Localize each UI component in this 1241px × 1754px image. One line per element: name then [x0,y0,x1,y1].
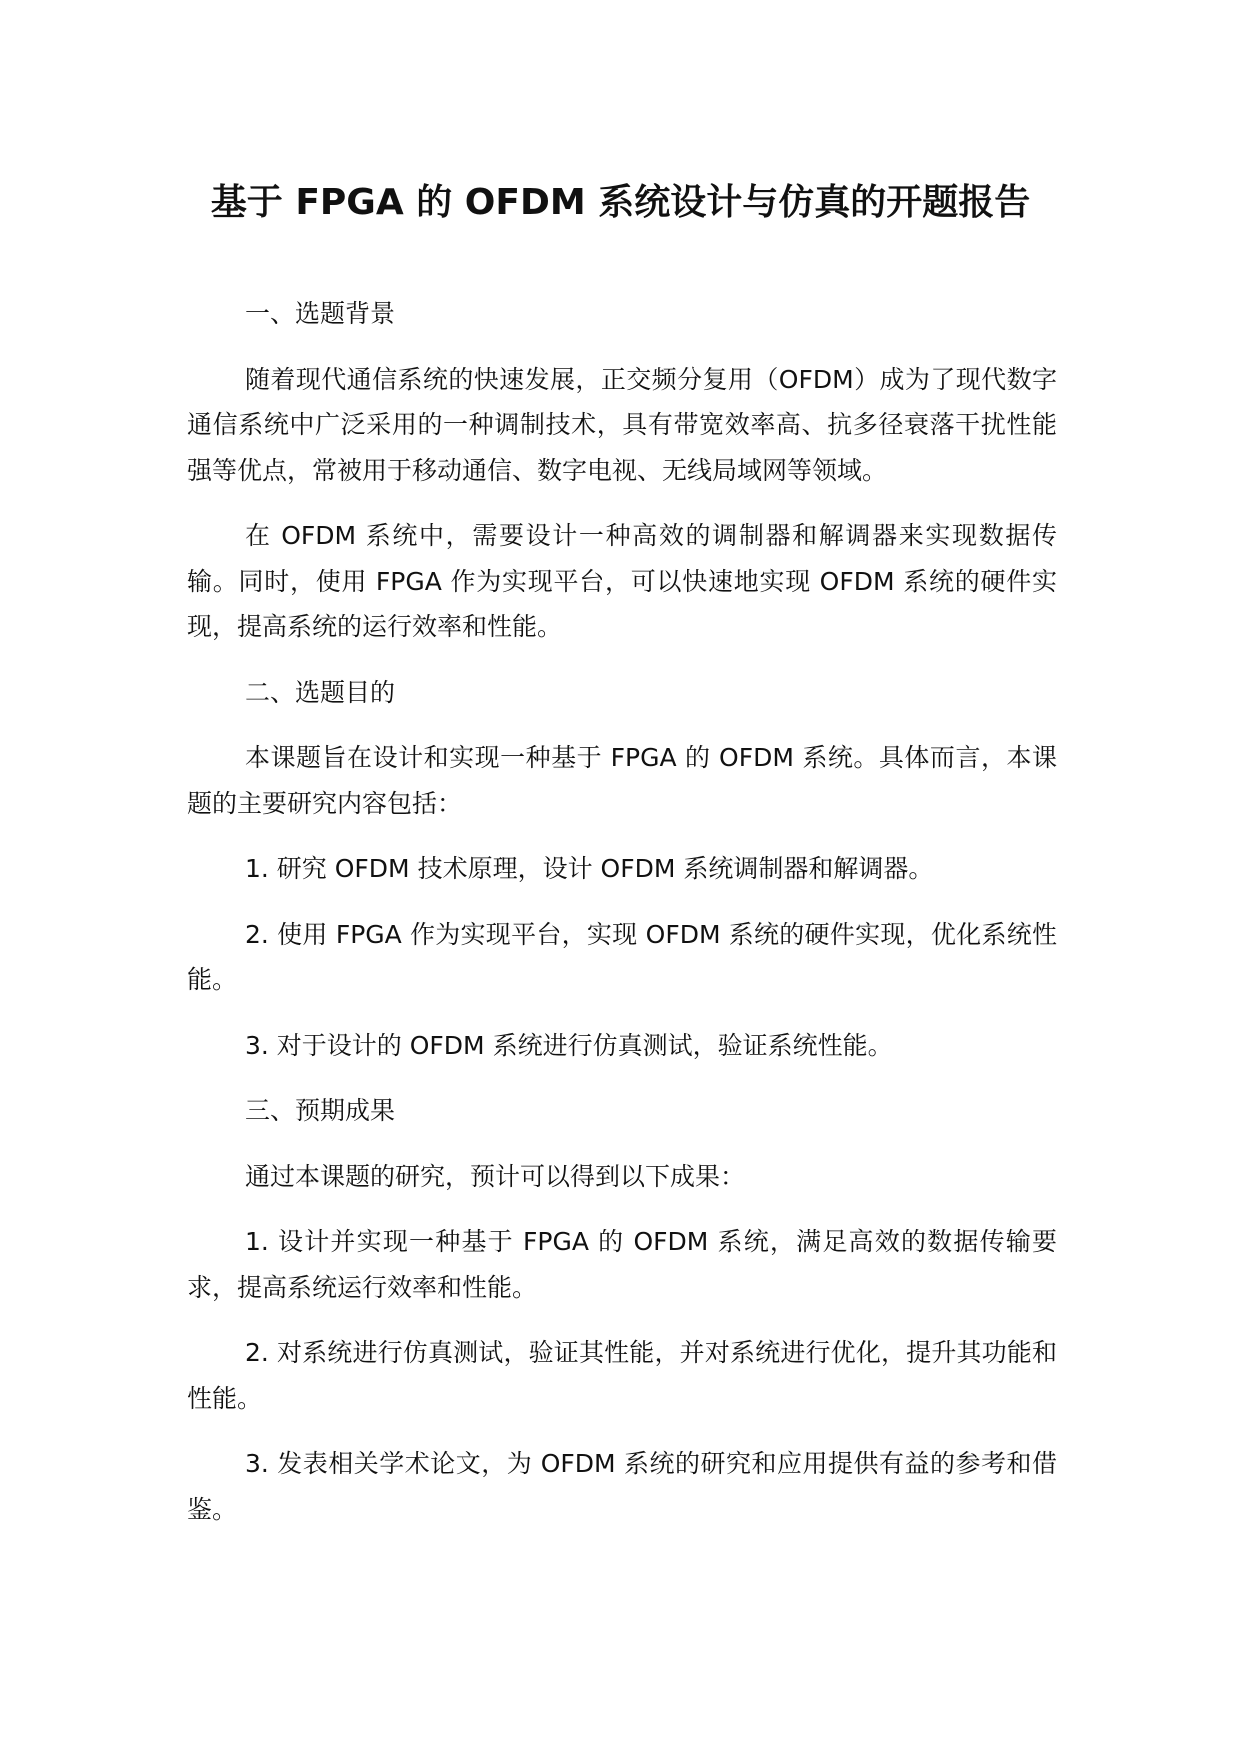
outcomes-item-2: 2. 对系统进行仿真测试，验证其性能，并对系统进行优化，提升其功能和性能。 [187,1338,1057,1413]
purpose-intro: 本课题旨在设计和实现一种基于 FPGA 的 OFDM 系统。具体而言，本课题的主要研究内容包括： [187,743,1057,818]
outcomes-item-1: 1. 设计并实现一种基于 FPGA 的 OFDM 系统，满足高效的数据传输要求，提高系统运行效率和性能。 [187,1227,1057,1302]
section-heading-outcomes: 三、预期成果 [245,1096,396,1125]
document-title: 基于 FPGA 的 OFDM 系统设计与仿真的开题报告 [210,182,1031,223]
purpose-item-1: 1. 研究 OFDM 技术原理，设计 OFDM 系统调制器和解调器。 [245,854,934,883]
purpose-item-2: 2. 使用 FPGA 作为实现平台，实现 OFDM 系统的硬件实现，优化系统性能。 [187,919,1057,994]
purpose-item-3: 3. 对于设计的 OFDM 系统进行仿真测试，验证系统性能。 [245,1030,893,1060]
section-heading-purpose: 二、选题目的 [245,677,396,707]
outcomes-intro: 通过本课题的研究，预计可以得到以下成果： [245,1161,746,1191]
outcomes-item-3: 3. 发表相关学术论文，为 OFDM 系统的研究和应用提供有益的参考和借鉴。 [187,1449,1057,1524]
document-body [187,291,1057,1552]
section-heading-background: 一、选题背景 [245,299,396,328]
background-paragraph-2: 在 OFDM 系统中，需要设计一种高效的调制器和解调器来实现数据传输。同时，使用 FPGA 作为实现平台，可以快速地实现 OFDM 系统的硬件实现，提高系统的运行效率和性能。 [187,521,1057,641]
background-paragraph-1: 随着现代通信系统的快速发展，正交频分复用（OFDM）成为了现代数字通信系统中广泛采用的一种调制技术，具有带宽效率高、抗多径衰落干扰性能强等优点，常被用于移动通信、数字电视、无线局域网等领域。 [187,364,1057,485]
